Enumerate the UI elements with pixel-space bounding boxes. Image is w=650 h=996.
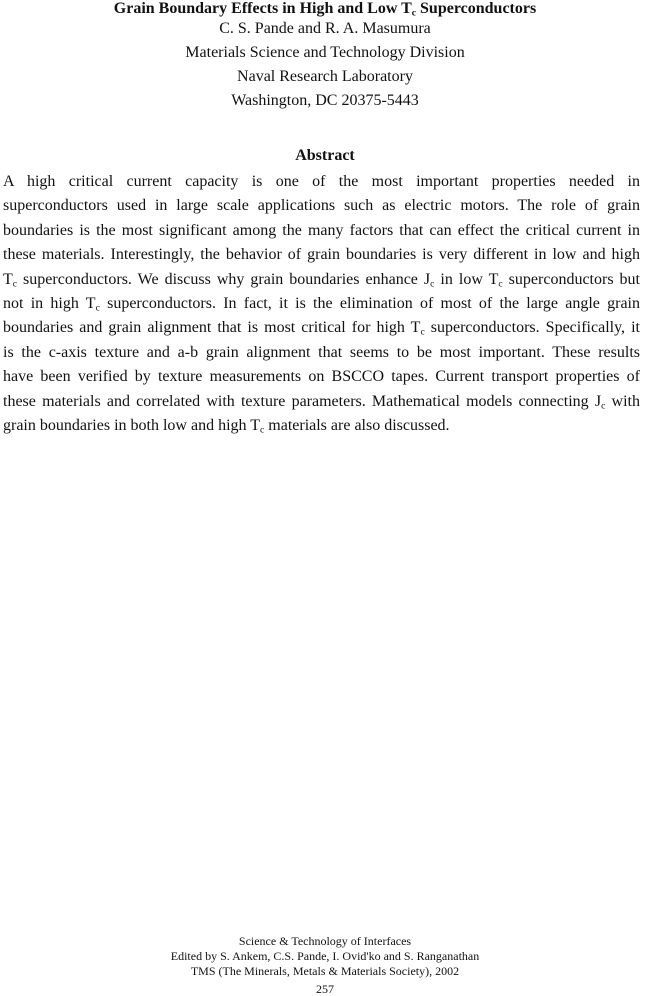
abstract-line (3, 219, 640, 243)
abstract-text-run: is the c-axis texture and a-b grain alignment that seems to be most important. These results (3, 343, 640, 361)
title-prefix: Grain Boundary Effects in High and Low T (113, 0, 412, 17)
abstract-line (3, 414, 640, 438)
abstract-text-run: these materials and correlated with texture parameters. Mathematical models connecting J (3, 392, 602, 410)
abstract-text-run: superconductors but (502, 270, 641, 288)
abstract-text-run: grain boundaries in both low and high T (3, 417, 260, 435)
abstract-text-run: boundaries is the most significant among the many factors that can effect the critical current in (3, 221, 640, 239)
abstract-text-run: A high critical current capacity is one of the most important properties needed in (3, 173, 640, 190)
paper-title (0, 0, 650, 17)
subscript: c (12, 278, 18, 290)
abstract-line (3, 170, 640, 194)
subscript: c (95, 302, 100, 314)
publisher: TMS (The Minerals, Metals & Materials Society), 2002 (190, 964, 460, 978)
abstract-text-run: with (605, 392, 640, 410)
title-subscript: c (411, 7, 417, 19)
abstract-line (3, 390, 640, 414)
affiliation-lab: Naval Research Laboratory (237, 68, 413, 85)
authors: C. S. Pande and R. A. Masumura (219, 20, 431, 37)
abstract-body (3, 170, 640, 438)
page-number: 257 (316, 982, 334, 996)
abstract-line (3, 316, 640, 340)
subscript: c (601, 400, 606, 412)
abstract-line (3, 292, 640, 316)
subscript: c (420, 326, 425, 338)
abstract-text-run: superconductors. In fact, it is the elimination of most of the large angle grain (99, 295, 640, 313)
subscript: c (430, 278, 435, 290)
subscript: c (498, 278, 503, 290)
abstract-text-run: these materials. Interestingly, the behavior of grain boundaries is very different in low and high (3, 246, 640, 264)
abstract-text-run: have been verified by texture measurements on BSCCO tapes. Current transport properties of (3, 368, 640, 386)
editors: Edited by S. Ankem, C.S. Pande, I. Ovid'ko and S. Ranganathan (170, 949, 480, 963)
subscript: c (260, 424, 265, 436)
abstract-line (3, 243, 640, 267)
abstract-text-run: superconductors used in large scale applications such as electric motors. The role of grain (3, 197, 640, 215)
abstract-line (3, 268, 640, 292)
paper-header (0, 0, 650, 113)
affiliation-location: Washington, DC 20375-5443 (231, 92, 419, 109)
abstract-text-run: superconductors. Specifically, it (424, 319, 640, 337)
affiliation-division: Materials Science and Technology Division (185, 44, 465, 61)
abstract-text-run: boundaries and grain alignment that is most critical for high T (3, 319, 421, 337)
abstract-text-run: superconductors. We discuss why grain boundaries enhance J (17, 270, 431, 288)
series-title: Science & Technology of Interfaces (238, 934, 412, 948)
book-footer (0, 934, 650, 979)
title-suffix: Superconductors (416, 0, 537, 17)
abstract-line (3, 341, 640, 365)
abstract-line (3, 365, 640, 389)
abstract-text-run: in low T (434, 270, 499, 288)
abstract-text-run: T (3, 270, 13, 288)
abstract-heading: Abstract (295, 147, 355, 164)
abstract-text-run: not in high T (3, 295, 96, 313)
abstract-line (3, 194, 640, 218)
abstract-text-run: materials are also discussed. (264, 417, 450, 435)
